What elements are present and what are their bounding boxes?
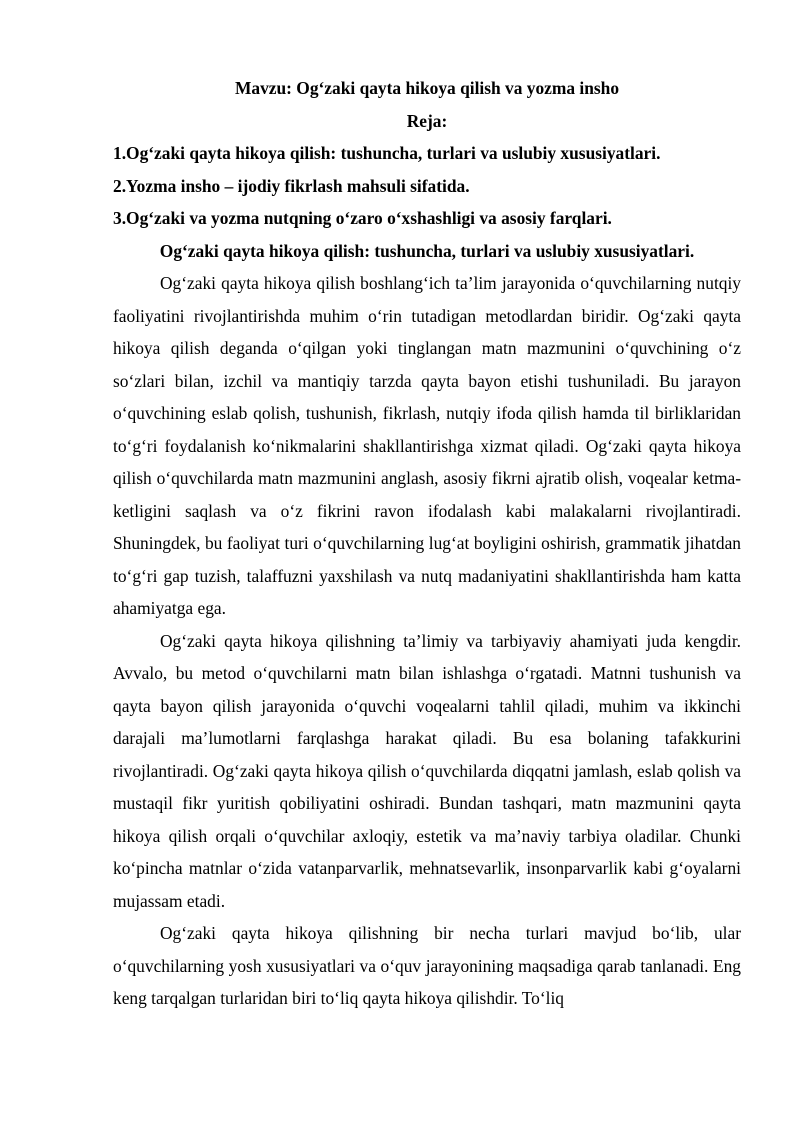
- plan-item: 3.Og‘zaki va yozma nutqning o‘zaro o‘xshashligi va asosiy farqlari.: [113, 208, 612, 228]
- document-page: [113, 72, 741, 1015]
- body-paragraph: Og‘zaki qayta hikoya qilishning ta’limiy va tarbiyaviy ahamiyati juda kengdir. Avvalo, bu metod o‘quvchilarni matn bilan ishlashga o‘rgatadi. Matnni tushunish va qayta bayon qilish jarayonida o‘quvchi voqealarni tahlil qiladi, muhim va ikkinchi darajali ma’lumotlarni farqlashga harakat qiladi. Bu esa bolaning tafakkurini rivojlantiradi. Og‘zaki qayta hikoya qilish o‘quvchilarda diqqatni jamlash, eslab qolish va mustaqil fikr yuritish qobiliyatini oshiradi. Bundan tashqari, matn mazmunini qayta hikoya qilish orqali o‘quvchilar axloqiy, estetik va ma’naviy tarbiya oladilar. Chunki ko‘pincha matnlar o‘zida vatanparvarlik, mehnatsevarlik, insonparvarlik kabi g‘oyalarni mujassam etadi.: [113, 630, 741, 911]
- plan-item: 1.Og‘zaki qayta hikoya qilish: tushuncha, turlari va uslubiy xususiyatlari.: [113, 143, 661, 163]
- document-title: Mavzu: Og‘zaki qayta hikoya qilish va yozma insho: [234, 78, 620, 98]
- body-paragraph: Og‘zaki qayta hikoya qilish boshlang‘ich ta’lim jarayonida o‘quvchilarning nutqiy faoliyatini rivojlantirishda muhim o‘rin tutadigan metodlardan biridir. Og‘zaki qayta hikoya qilish deganda o‘qilgan yoki tinglangan matn mazmunini o‘quvchining o‘z so‘zlari bilan, izchil va mantiqiy tarzda qayta bayon etishi tushuniladi. Bu jarayon o‘quvchining eslab qolish, tushunish, fikrlash, nutqiy ifoda qilish hamda til birliklaridan to‘g‘ri foydalanish ko‘nikmalarini shakllantirishga xizmat qiladi. Og‘zaki qayta hikoya qilish o‘quvchilarda matn mazmunini anglash, asosiy fikrni ajratib olish, voqealar ketma-ketligini saqlash va o‘z fikrini ravon ifodalash kabi malakalarni rivojlantiradi. Shuningdek, bu faoliyat turi o‘quvchilarning lug‘at boyligini oshirish, grammatik jihatdan to‘g‘ri gap tuzish, talaffuzni yaxshilash va nutq madaniyatini shakllantirishda ham katta ahamiyatga ega.: [113, 273, 741, 618]
- plan-heading: Reja:: [406, 110, 448, 131]
- plan-item: 2.Yozma insho – ijodiy fikrlash mahsuli sifatida.: [113, 175, 470, 196]
- section-heading: Og‘zaki qayta hikoya qilish: tushuncha, turlari va uslubiy xususiyatlari.: [159, 240, 695, 261]
- body-paragraph: Og‘zaki qayta hikoya qilishning bir necha turlari mavjud bo‘lib, ular o‘quvchilarning yosh xususiyatlari va o‘quv jarayonining maqsadiga qarab tanlanadi. Eng keng tarqalgan turlaridan biri to‘liq qayta hikoya qilishdir. To‘liq: [113, 923, 741, 1008]
